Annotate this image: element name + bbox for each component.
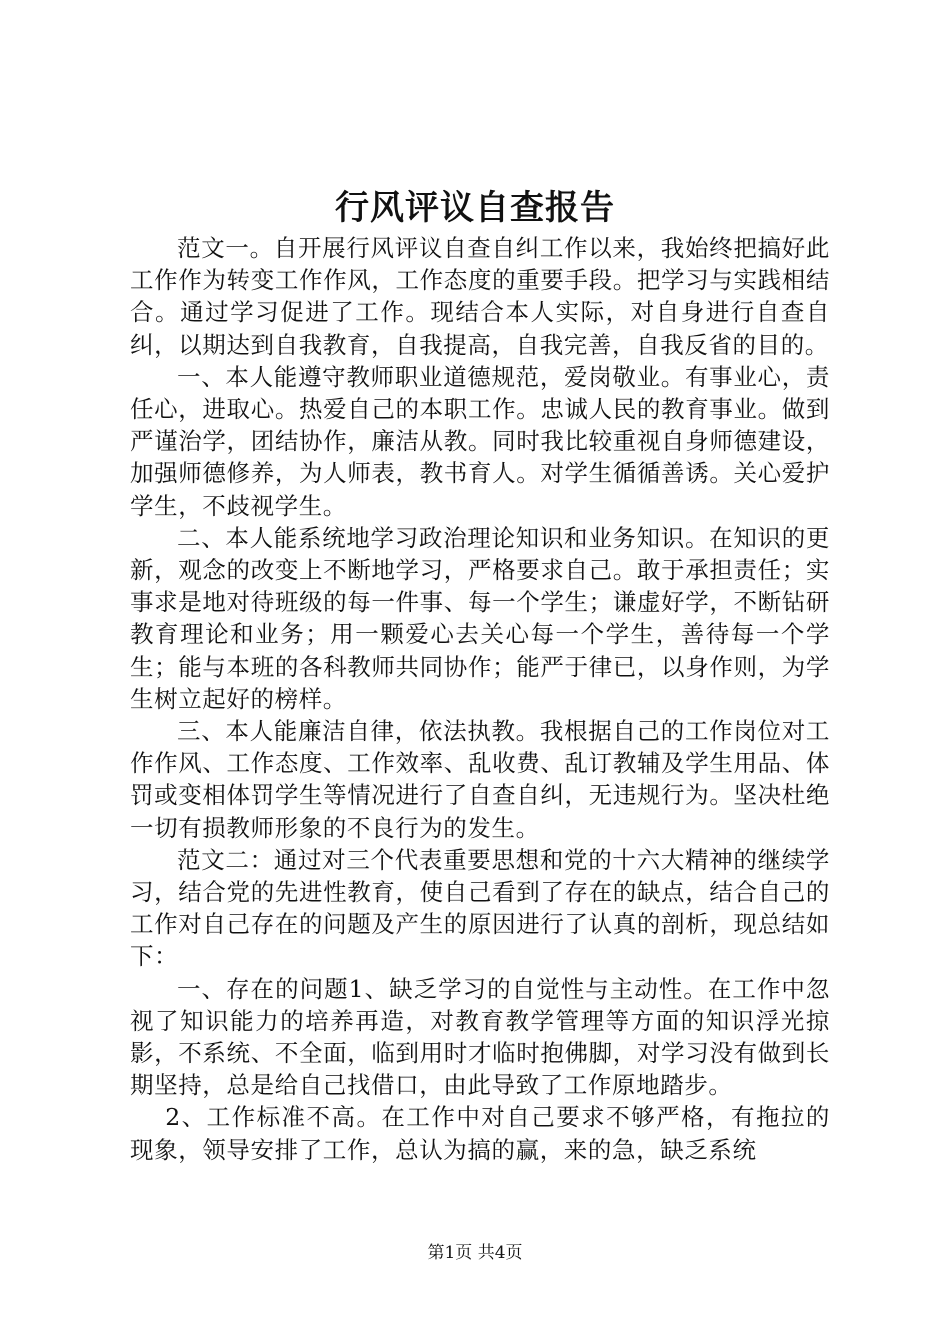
paragraph-sample-two-intro: 范文二：通过对三个代表重要思想和党的十六大精神的继续学习，结合党的先进性教育，使自己看到了存在的缺点，结合自己的工作对自己存在的问题及产生的原因进行了认真的剖析，现总结如下：: [130, 845, 830, 971]
paragraph-sample-one-intro: 范文一。自开展行风评议自查自纠工作以来，我始终把搞好此工作作为转变工作作风，工作态度的重要手段。把学习与实践相结合。通过学习促进了工作。现结合本人实际，对自身进行自查自纠，以期达到自我教育，自我提高，自我完善，自我反省的目的。: [130, 234, 830, 359]
document-title: 行风评议自查报告: [335, 188, 615, 228]
paragraph-work-standard: 2、工作标准不高。在工作中对自己要求不够严格，有拖拉的现象，领导安排了工作，总认为搞的赢，来的急，缺乏系统: [130, 1103, 830, 1164]
paragraph-problems-section: 一、存在的问题1、缺乏学习的自觉性与主动性。在工作中忽视了知识能力的培养再造，对教育教学管理等方面的知识浮光掠影，不系统、不全面，临到用时才临时抱佛脚，对学习没有做到长期坚持，总是给自己找借口，由此导致了工作原地踏步。: [130, 974, 830, 1100]
paragraph-point-two: 二、本人能系统地学习政治理论知识和业务知识。在知识的更新，观念的改变上不断地学习，严格要求自己。敢于承担责任；实事求是地对待班级的每一件事、每一个学生；谦虚好学，不断钻研教育理论和业务；用一颗爱心去关心每一个学生，善待每一个学生；能与本班的各科教师共同协作；能严于律已，以身作则，为学生树立起好的榜样。: [130, 523, 830, 713]
page-number-footer: 第1页 共4页: [427, 1243, 523, 1263]
paragraph-point-three: 三、本人能廉洁自律，依法执教。我根据自己的工作岗位对工作作风、工作态度、工作效率、乱收费、乱订教辅及学生用品、体罚或变相体罚学生等情况进行了自查自纠，无违规行为。坚决杜绝一切有损教师形象的不良行为的发生。: [130, 717, 830, 842]
paragraph-point-one: 一、本人能遵守教师职业道德规范，爱岗敬业。有事业心，责任心，进取心。热爱自己的本职工作。忠诚人民的教育事业。做到严谨治学，团结协作，廉洁从教。同时我比较重视自身师德建设，加强师德修养，为人师表，教书育人。对学生循循善诱。关心爱护学生，不歧视学生。: [130, 362, 830, 520]
document-body: [130, 232, 830, 1166]
